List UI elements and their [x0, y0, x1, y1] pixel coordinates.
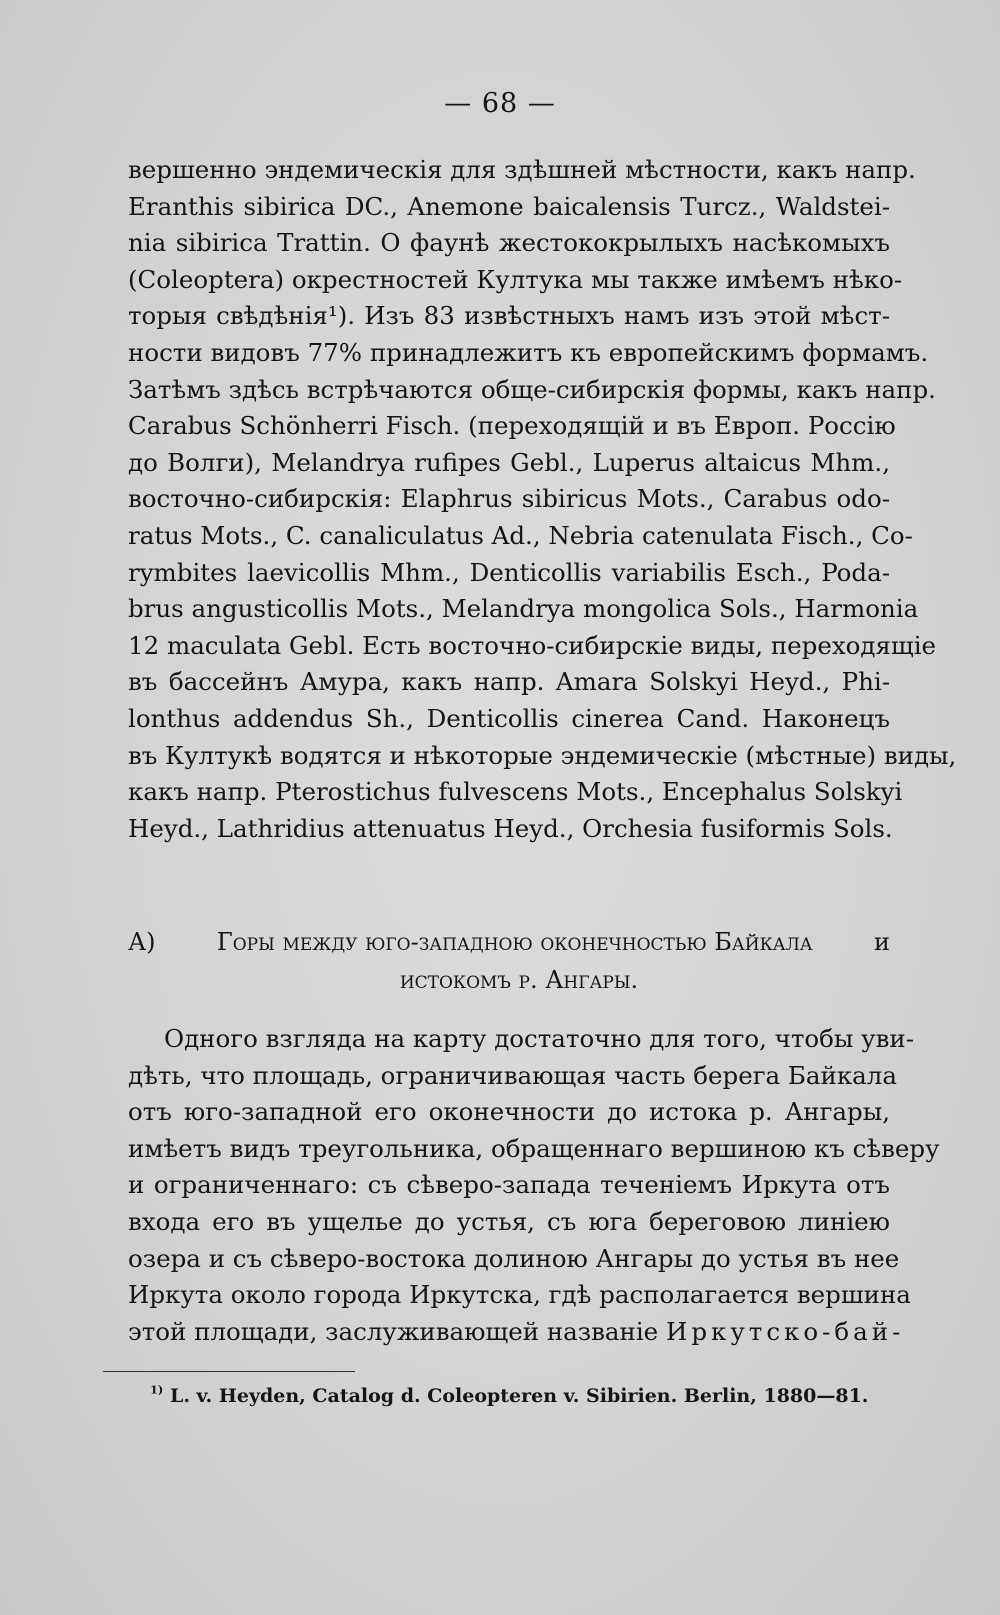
text-line: (Coleoptera) окрестностей Култука мы также имѣемъ нѣко- [128, 264, 903, 294]
section-heading-line1-end: и [873, 928, 890, 956]
footnote-text: L. v. Heyden, Catalog d. Coleopteren v. Sibirien. Berlin, 1880—81. [169, 1385, 869, 1407]
page-number: — 68 — [444, 88, 556, 119]
text-line: lonthus addendus Sh., Denticollis cinerea Cand. Наконецъ [128, 703, 890, 733]
spaced-term: Иркутско-бай- [665, 1316, 905, 1346]
text-line: и ограниченнаго: съ сѣверо-запада теченіемъ Иркута отъ [128, 1170, 890, 1200]
section-heading-line2: истокомъ р. Ангары. [399, 966, 639, 994]
footnote [150, 1382, 869, 1407]
text-line: въ бассейнъ Амура, какъ напр. Amara Solskyi Heyd., Phi- [128, 667, 890, 697]
text-line: ности видовъ 77% принадлежитъ къ европейскимъ формамъ. [128, 337, 929, 367]
text-line-last-plain: этой площади, заслуживающей названіе [128, 1316, 659, 1346]
text-line: ratus Mots., C. canaliculatus Ad., Nebria catenulata Fisch., Co- [128, 520, 913, 550]
text-line: озера и съ сѣверо-востока долиною Ангары до устья въ нее [128, 1243, 900, 1273]
text-line: дѣть, что площадь, ограничивающая часть берега Байкала [128, 1060, 897, 1090]
text-line: Иркута около города Иркутска, гдѣ располагается вершина [128, 1280, 911, 1310]
text-line: Heyd., Lathridius attenuatus Heyd., Orchesia fusiformis Sols. [128, 813, 893, 843]
text-line: rymbites laevicollis Mhm., Denticollis variabilis Esch., Poda- [128, 557, 890, 587]
text-line: восточно-сибирскія: Elaphrus sibiricus Mots., Carabus odo- [128, 484, 890, 514]
text-line-last [128, 1314, 905, 1351]
text-line: входа его въ ущелье до устья, съ юга береговою линіею [128, 1206, 890, 1236]
paragraph-coleoptera [128, 152, 957, 847]
text-line: 12 maculata Gebl. Есть восточно-сибирскіе виды, переходящіе [128, 630, 937, 660]
text-line: brus angusticollis Mots., Melandrya mongolica Sols., Harmonia [128, 594, 919, 624]
text-line: въ Култукѣ водятся и нѣкоторые эндемическіе (мѣстные) виды, [128, 740, 957, 770]
text-line: Eranthis sibirica DC., Anemone baicalensis Turcz., Waldstei- [128, 191, 890, 221]
text-line: имѣетъ видъ треугольника, обращеннаго вершиною къ сѣверу [128, 1133, 940, 1163]
text-line: какъ напр. Pterostichus fulvescens Mots., Encephalus Solskyi [128, 777, 903, 807]
footnote-marker: 1) [150, 1382, 164, 1397]
text-line: nia sibirica Trattin. О фаунѣ жестококрылыхъ насѣкомыхъ [128, 228, 890, 258]
text-line: вершенно эндемическія для здѣшней мѣстности, какъ напр. [128, 155, 916, 184]
text-line: отъ юго-западной его оконечности до истока р. Ангары, [128, 1097, 890, 1127]
text-line: Одного взгляда на карту достаточно для того, чтобы уви- [164, 1024, 915, 1053]
section-heading [128, 923, 890, 999]
text-line: до Волги), Melandrya rufipes Gebl., Luperus altaicus Mhm., [128, 447, 890, 477]
footnote-divider [103, 1371, 355, 1372]
text-line: Затѣмъ здѣсь встрѣчаются обще-сибирскія формы, какъ напр. [128, 374, 936, 404]
text-line: торыя свѣдѣнія¹). Изъ 83 извѣстныхъ намъ изъ этой мѣст- [128, 301, 890, 331]
section-heading-label: А) [128, 928, 156, 956]
paragraph-triangle [128, 1021, 940, 1350]
section-heading-line1: Горы между юго-западною оконечностью Байкала [216, 928, 813, 956]
text-line: Carabus Schönherri Fisch. (переходящій и въ Европ. Россію [128, 411, 896, 441]
